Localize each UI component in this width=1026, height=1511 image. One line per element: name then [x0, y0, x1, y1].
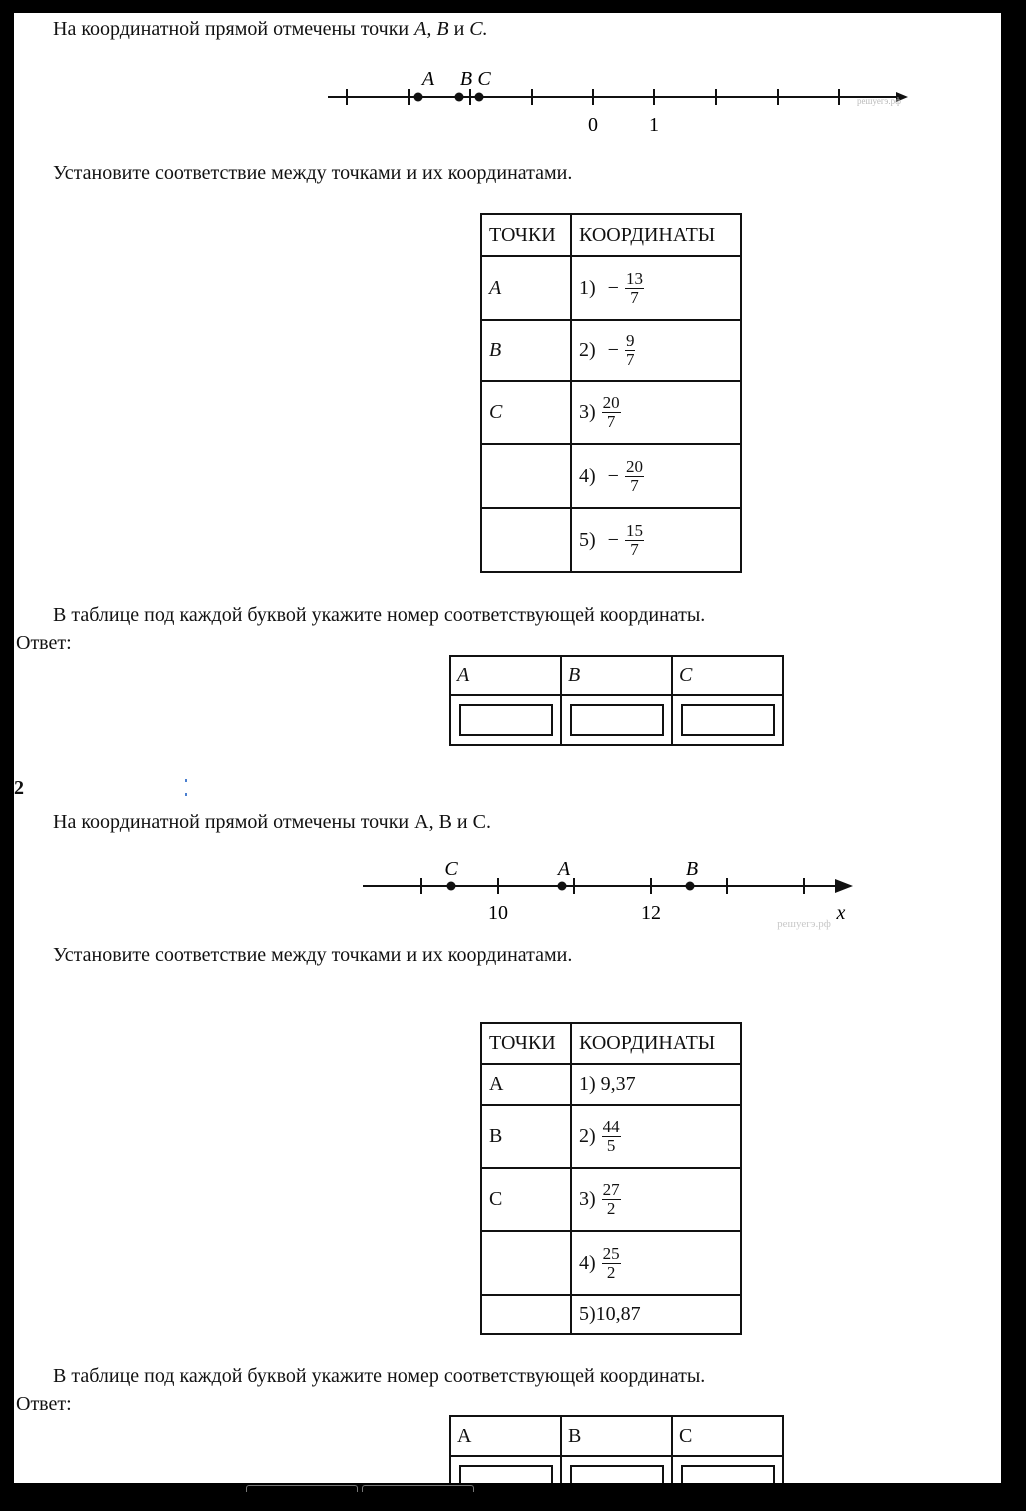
header-coords: КООРДИНАТЫ [571, 1023, 741, 1064]
point-cell [481, 1231, 571, 1295]
coord-cell: 1) 9,37 [571, 1064, 741, 1105]
header-coords: КООРДИНАТЫ [571, 214, 741, 256]
answer-input-a[interactable] [459, 704, 553, 736]
answer-cell-c [672, 695, 783, 745]
point-b-label: B [459, 68, 473, 90]
table-row [481, 508, 741, 572]
point-b-dot [455, 93, 464, 102]
coord-cell: 3) $\frac{20}{7}$ [571, 381, 741, 444]
table-row [481, 1168, 741, 1231]
answer-cell-b [561, 1456, 672, 1483]
answer-header-c: C [672, 656, 783, 695]
axis-label-x: x [836, 902, 846, 924]
answer-input-a[interactable] [459, 1465, 553, 1483]
point-a-label: A [421, 68, 435, 90]
fraction: $\frac{20}{7}$ [602, 393, 620, 431]
watermark: решуегэ.рф [777, 918, 831, 930]
task2-number: 2 [14, 777, 24, 799]
coord-cell: 5) − $\frac{15}{7}$ [571, 508, 741, 572]
point-cell: A [481, 1064, 571, 1105]
point-a-dot [414, 93, 423, 102]
point-cell [481, 444, 571, 508]
point-cell: C [481, 381, 571, 444]
table-row [481, 320, 741, 381]
point-cell: B [481, 320, 571, 381]
task1-intro: На координатной прямой отмечены точки A, B и C. [53, 18, 488, 40]
table-row [481, 256, 741, 320]
point-cell: B [481, 1105, 571, 1168]
coord-cell: 1) − $\frac{13}{7}$ [571, 256, 741, 320]
answer-input-c[interactable] [681, 1465, 775, 1483]
coord-cell: 4) − $\frac{20}{7}$ [571, 444, 741, 508]
point-cell [481, 508, 571, 572]
task2-number-line [359, 853, 869, 933]
fraction: $\frac{25}{2}$ [602, 1243, 620, 1282]
answer-input-c[interactable] [681, 704, 775, 736]
axis-arrow [835, 879, 853, 893]
fraction: $\frac{27}{2}$ [602, 1180, 620, 1218]
fraction: $\frac{20}{7}$ [625, 456, 643, 495]
bottom-tab[interactable] [362, 1485, 474, 1492]
point-c-label: C [444, 858, 458, 880]
task2-answer-table [449, 1415, 784, 1483]
point-cell: C [481, 1168, 571, 1231]
coord-cell: 3) $\frac{27}{2}$ [571, 1168, 741, 1231]
tick-label-10: 10 [488, 902, 508, 924]
fraction: $\frac{15}{7}$ [625, 520, 643, 559]
table-row [481, 1295, 741, 1334]
answer-header-c: C [672, 1416, 783, 1456]
marker-dot [185, 793, 187, 796]
answer-header-b: B [561, 656, 672, 695]
task2-match-table [480, 1022, 742, 1335]
point-c-dot [447, 882, 456, 891]
answer-header-a: A [450, 656, 561, 695]
task2-answer-prompt: В таблице под каждой буквой укажите номер соответствующей координаты. [53, 1365, 706, 1387]
answer-input-b[interactable] [570, 1465, 664, 1483]
tick-label-12: 12 [641, 902, 661, 924]
fraction: $\frac{9}{7}$ [625, 331, 635, 369]
tick-label-0: 0 [588, 114, 598, 136]
fraction: $\frac{13}{7}$ [625, 268, 643, 307]
table-row [481, 1105, 741, 1168]
document-page [14, 13, 1001, 1483]
point-b-dot [686, 882, 695, 891]
bottom-bar [0, 1483, 1026, 1511]
task1-answer-prompt: В таблице под каждой буквой укажите номер соответствующей координаты. [53, 604, 706, 626]
table-row [481, 1064, 741, 1105]
answer-cell-a [450, 695, 561, 745]
header-points: ТОЧКИ [481, 1023, 571, 1064]
answer-cell-c [672, 1456, 783, 1483]
point-b-label: B [685, 858, 699, 880]
coord-cell: 2) $\frac{44}{5}$ [571, 1105, 741, 1168]
answer-cell-b [561, 695, 672, 745]
answer-header-b: B [561, 1416, 672, 1456]
answer-cell-a [450, 1456, 561, 1483]
task1-answer-table [449, 655, 784, 746]
watermark: решуегэ.рф [857, 96, 901, 106]
point-a-dot [558, 882, 567, 891]
table-row [481, 381, 741, 444]
bottom-tab[interactable] [246, 1485, 358, 1492]
fraction: $\frac{44}{5}$ [602, 1117, 620, 1155]
task1-instruction: Установите соответствие между точками и их координатами. [53, 162, 573, 184]
table-row [481, 1231, 741, 1295]
point-cell: A [481, 256, 571, 320]
task1-match-table [480, 213, 742, 573]
task2-intro: На координатной прямой отмечены точки A, B и C. [53, 811, 491, 833]
header-points: ТОЧКИ [481, 214, 571, 256]
point-c-label: C [477, 68, 491, 90]
coord-cell: 5)10,87 [571, 1295, 741, 1334]
table-row [481, 444, 741, 508]
point-cell [481, 1295, 571, 1334]
point-c-dot [475, 93, 484, 102]
tick-label-1: 1 [649, 114, 659, 136]
task2-instruction: Установите соответствие между точками и их координатами. [53, 944, 573, 966]
answer-header-a: A [450, 1416, 561, 1456]
task2-answer-label: Ответ: [16, 1393, 72, 1415]
coord-cell: 4) $\frac{25}{2}$ [571, 1231, 741, 1295]
task1-number-line [324, 63, 914, 143]
point-a-label: A [557, 858, 571, 880]
answer-input-b[interactable] [570, 704, 664, 736]
marker-dot [185, 779, 187, 782]
task1-answer-label: Ответ: [16, 632, 72, 654]
coord-cell: 2) − $\frac{9}{7}$ [571, 320, 741, 381]
